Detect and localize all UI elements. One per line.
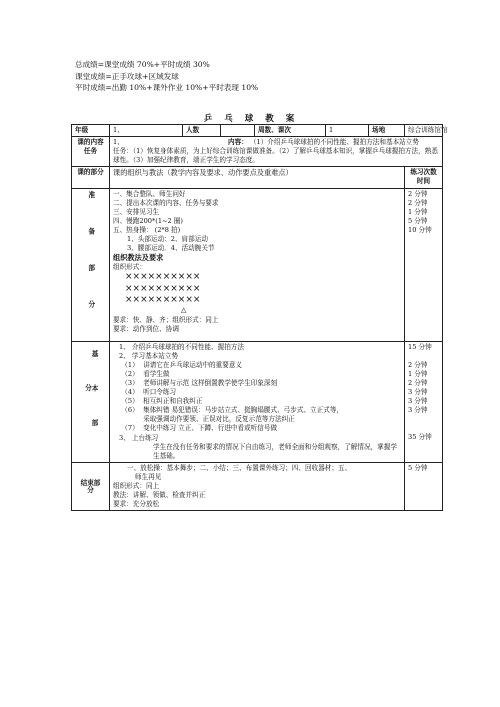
basic-row: [72, 341, 443, 462]
prep-item: 一、集合整队、师生问好: [113, 189, 186, 198]
end-content: [110, 462, 405, 510]
prep-content: [110, 188, 405, 341]
prep-time: 10 分钟: [408, 225, 432, 234]
teacher-position-marker: △: [181, 306, 187, 314]
formation-row: ××××××××××: [125, 272, 201, 283]
end-line: 师生再见: [135, 472, 162, 481]
basic-time: 3 分钟: [408, 397, 428, 406]
org-heading: 组织教法及要求: [113, 253, 164, 263]
basic-label-text: 基本部分: [83, 349, 99, 454]
step-text: 讲请它在乒乓球运动中的重要意义: [143, 360, 243, 369]
step-number: （4）: [121, 388, 139, 397]
prep-requirement: 要求：快、静、齐；组织形式：同上: [113, 315, 219, 324]
content-cell: [110, 137, 443, 167]
step-text: 相互纠正和自我纠正: [143, 397, 203, 406]
document-title: 乒乓球教案: [203, 114, 307, 124]
prep-item: 五、热身操： (2*8 拍): [113, 225, 181, 234]
grade-value: 1、: [110, 125, 183, 137]
time-column-header: 练习次数时间: [405, 167, 443, 188]
content-line: [113, 138, 439, 147]
step-number: （1）: [121, 360, 139, 369]
count-label: 人数: [183, 125, 221, 137]
step-text: 听口令练习: [143, 388, 177, 397]
step-number: （7）: [121, 424, 139, 433]
week-label: 周数、课次: [255, 125, 326, 137]
basic-time: 3 分钟: [408, 406, 428, 415]
basic-item: 3、 上台练习: [119, 433, 159, 442]
venue-label: 场地: [369, 125, 405, 137]
basic-step: [113, 397, 401, 406]
basic-item: 2、 学习基本站立势: [119, 351, 179, 360]
prep-label: [72, 188, 110, 341]
basic-step: [113, 370, 401, 379]
task-text: 任务：（1）恢复身体素质，为上好综合训练馆课做准备。（2）了解乒乓球基本知识，掌握乒乓球握拍方法，熟悉球性。（3）加强纪律教育，端正学生的学习态度。: [113, 147, 438, 165]
week-value: 1: [326, 125, 369, 137]
prep-time: 2 分钟: [408, 198, 428, 207]
basic-time: 35 分钟: [408, 433, 432, 442]
basic-step: [113, 406, 401, 415]
prep-time: 5 分钟: [408, 216, 428, 225]
formation-row: ××××××××××: [125, 283, 201, 294]
step-number: （6）: [121, 406, 139, 415]
end-label: [72, 462, 110, 510]
prep-subitem: 3、腰部运动．4、活动腕关节: [127, 244, 215, 253]
part-column-header: 课的部分: [72, 167, 110, 188]
prep-subitem: 1、头部运动：2、肩部运动: [127, 235, 208, 244]
lesson-plan-table: [71, 124, 448, 511]
basic-step: [113, 361, 401, 370]
grading-summary: [75, 60, 455, 95]
step-text: 变化中练习 立正、下蹲、行进中看或听信号做: [143, 424, 278, 433]
step-text: 集体纠错 易犯错误：马步站立式、挺胸塌腰式、弓步式、立正式等，: [143, 406, 344, 415]
step-number: （5）: [121, 397, 139, 406]
prep-item: 三、安排见习生: [113, 207, 160, 216]
basic-step: [113, 379, 401, 388]
prep-row: [72, 188, 443, 341]
basic-practice-desc: 学生在没有任务和要求的情况下自由练习，老师全面和分组观察，了解情况，掌握学生基础。: [153, 442, 397, 460]
content-label: 课的内容任务: [72, 137, 110, 167]
grading-line-regular: 平时成绩=出勤 10%+课外作业 10%+平时表现 10%: [75, 83, 259, 92]
basic-step: [113, 424, 401, 433]
prep-label-text: 准备部分: [86, 191, 95, 338]
venue-value: 综合训练馆馆: [405, 125, 443, 137]
end-row: [72, 462, 443, 510]
org-column-header: 课的组织与教法（教学内容及要求、动作要点及重难点）: [110, 167, 405, 188]
grading-line-total: 总成绩=课堂成绩 70%+平时成绩 30%: [75, 60, 210, 69]
content-number: 1、: [113, 138, 124, 147]
step-number: （3）: [121, 378, 139, 387]
content-text: （1）介绍乒乓球球拍的不同性能、握拍方法和基本站立势: [249, 138, 419, 147]
end-label-text: 结束部分: [80, 478, 101, 494]
grading-line-class: 课堂成绩=正手攻球+区域发球: [75, 71, 179, 81]
end-time: [405, 462, 443, 510]
prep-requirement: 要求：动作到位、协调: [113, 324, 179, 333]
basic-time: 1 分钟: [408, 369, 428, 378]
grade-label: 年级: [72, 125, 110, 137]
end-line: 教法：讲解、领做、检查并纠正: [113, 491, 206, 500]
formation-row: ××××××××××: [125, 294, 201, 305]
basic-time: 2 分钟: [408, 378, 428, 387]
prep-times: [405, 188, 443, 341]
end-time-value: 5 分钟: [408, 463, 428, 472]
basic-item: 1、 介绍乒乓球球拍的不同性能、握拍方法: [119, 342, 244, 351]
prep-time: 2 分钟: [408, 189, 428, 198]
column-header-row: [72, 167, 443, 188]
count-value: [221, 125, 255, 137]
content-keyword: 内容：: [228, 138, 248, 147]
prep-item: 二、提出本次课的内容、任务与要求: [113, 198, 219, 207]
content-row: [72, 137, 443, 167]
step-text: 老师讲解与示范 这样倒置教学使学生印象深刻: [143, 378, 278, 387]
org-form-label: 组织形式：: [113, 263, 146, 272]
basic-time: 3 分钟: [408, 387, 428, 396]
basic-label: [72, 341, 110, 462]
end-line: 组织形式：同上: [113, 481, 160, 490]
header-row: [72, 125, 443, 137]
prep-time: 1 分钟: [408, 207, 428, 216]
basic-step: [113, 388, 401, 397]
basic-content: [110, 341, 405, 462]
basic-time: 2 分钟: [408, 360, 428, 369]
prep-item: 四、慢跑200*(1~2 圈): [113, 216, 184, 225]
step-text: 看学生做: [143, 369, 170, 378]
end-line: 要求：充分放松: [113, 500, 160, 509]
basic-times: [405, 341, 443, 462]
end-line: 一、放松操：基本舞步；二、小结；三、布置课外练习；四、回收器材；五、: [127, 463, 352, 472]
basic-time: 15 分钟: [408, 342, 432, 351]
step-number: （2）: [121, 369, 139, 378]
step-text: 采取强调动作要领、正误对比，反复示范等方法纠正: [143, 415, 295, 424]
